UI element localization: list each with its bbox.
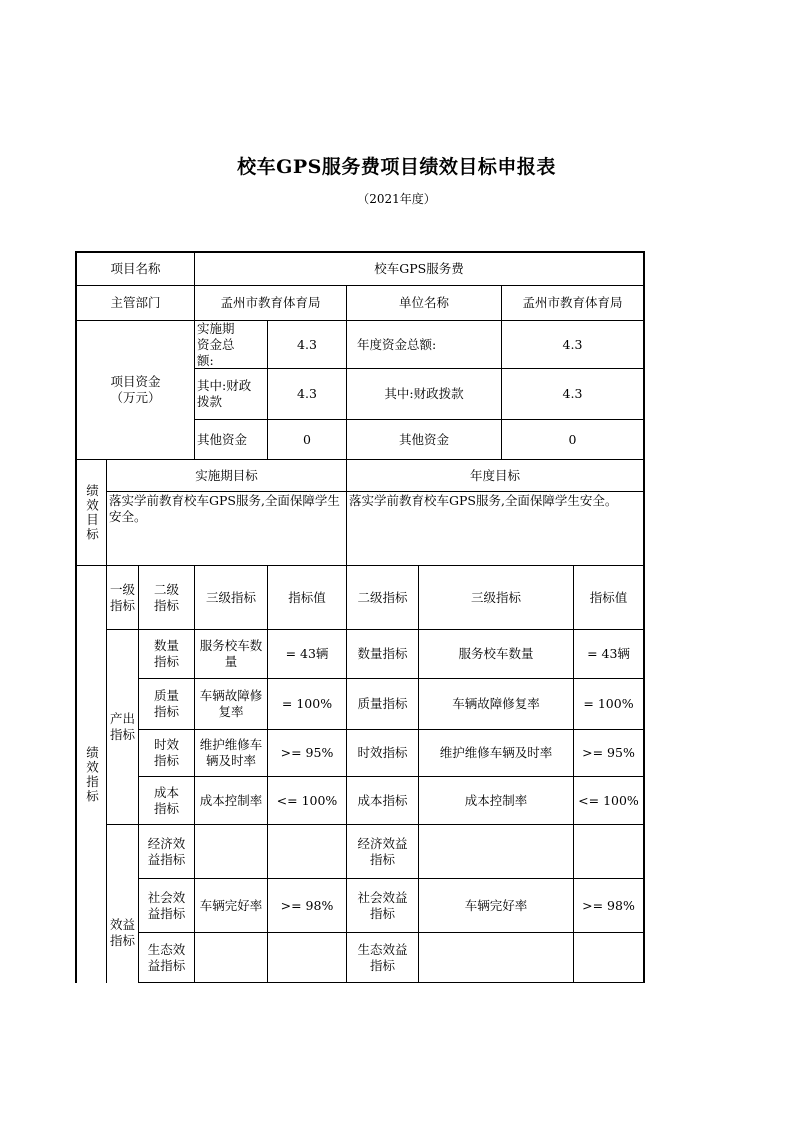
year-goal-header: 年度目标 [346, 459, 645, 492]
benefit-level3 [194, 824, 268, 879]
output-value: = 43辆 [267, 629, 347, 679]
benefit-value [267, 932, 347, 983]
year-benefit-level2: 生态效益指标 [346, 932, 419, 983]
year-value-header: 指标值 [573, 565, 645, 630]
year-finance-label: 其中:财政拨款 [346, 368, 502, 420]
output-level3: 成本控制率 [194, 776, 268, 825]
benefit-level2: 社会效益指标 [138, 878, 195, 933]
level2-header: 二级指标 [138, 565, 195, 630]
year-output-value: <= 100% [573, 776, 645, 825]
output-level2: 质量指标 [138, 678, 195, 730]
year-level2-header: 二级指标 [346, 565, 419, 630]
impl-goal-text: 落实学前教育校车GPS服务,全面保障学生安全。 [106, 491, 347, 566]
impl-finance-label: 其中:财政拨款 [194, 368, 268, 420]
unit-label: 单位名称 [346, 285, 502, 321]
year-benefit-level2: 经济效益指标 [346, 824, 419, 879]
year-output-level2: 成本指标 [346, 776, 419, 825]
benefit-level2: 经济效益指标 [138, 824, 195, 879]
benefit-value: >= 98% [267, 878, 347, 933]
year-output-value: = 100% [573, 678, 645, 730]
output-value: = 100% [267, 678, 347, 730]
year-benefit-level3 [418, 824, 574, 879]
benefit-level3 [194, 932, 268, 983]
goals-label: 绩效目标 [75, 459, 107, 566]
impl-other-label: 其他资金 [194, 419, 268, 460]
project-name-label: 项目名称 [75, 251, 195, 286]
funds-label: 项目资金 （万元） [75, 320, 195, 460]
impl-total-label: 实施期资金总额: [194, 320, 268, 369]
year-output-level2: 质量指标 [346, 678, 419, 730]
year-benefit-value: >= 98% [573, 878, 645, 933]
year-benefit-value [573, 932, 645, 983]
year-benefit-level2: 社会效益指标 [346, 878, 419, 933]
benefit-level2: 生态效益指标 [138, 932, 195, 983]
benefit-value [267, 824, 347, 879]
output-value: >= 95% [267, 729, 347, 777]
dept-value: 孟州市教育体育局 [194, 285, 347, 321]
form-title: 校车GPS服务费项目绩效目标申报表 [237, 156, 556, 178]
impl-goal-header: 实施期目标 [106, 459, 347, 492]
impl-other-value: 0 [267, 419, 347, 460]
year-output-level3: 服务校车数量 [418, 629, 574, 679]
year-benefit-value [573, 824, 645, 879]
year-total-label: 年度资金总额: [346, 320, 502, 369]
unit-value: 孟州市教育体育局 [501, 285, 645, 321]
output-indicators-label: 产出指标 [106, 629, 139, 825]
year-output-value: = 43辆 [573, 629, 645, 679]
benefit-level3: 车辆完好率 [194, 878, 268, 933]
year-level3-header: 三级指标 [418, 565, 574, 630]
year-goal-text: 落实学前教育校车GPS服务,全面保障学生安全。 [346, 491, 645, 566]
output-level3: 车辆故障修复率 [194, 678, 268, 730]
year-output-level3: 成本控制率 [418, 776, 574, 825]
impl-total-value: 4.3 [267, 320, 347, 369]
year-benefit-level3 [418, 932, 574, 983]
impl-finance-value: 4.3 [267, 368, 347, 420]
year-total-value: 4.3 [501, 320, 645, 369]
dept-label: 主管部门 [75, 285, 195, 321]
output-value: <= 100% [267, 776, 347, 825]
output-level3: 服务校车数量 [194, 629, 268, 679]
year-output-level3: 车辆故障修复率 [418, 678, 574, 730]
year-output-level2: 时效指标 [346, 729, 419, 777]
level3-header: 三级指标 [194, 565, 268, 630]
form-year: （2021年度） [357, 192, 436, 206]
benefit-indicators-label: 效益指标 [106, 824, 139, 983]
output-level2: 时效指标 [138, 729, 195, 777]
year-finance-value: 4.3 [501, 368, 645, 420]
value-header: 指标值 [267, 565, 347, 630]
level1-header: 一级指标 [106, 565, 139, 630]
year-output-level3: 维护维修车辆及时率 [418, 729, 574, 777]
year-output-level2: 数量指标 [346, 629, 419, 679]
year-other-value: 0 [501, 419, 645, 460]
output-level2: 数量指标 [138, 629, 195, 679]
year-other-label: 其他资金 [346, 419, 502, 460]
output-level2: 成本指标 [138, 776, 195, 825]
project-name-value: 校车GPS服务费 [194, 251, 645, 286]
output-level3: 维护维修车辆及时率 [194, 729, 268, 777]
year-benefit-level3: 车辆完好率 [418, 878, 574, 933]
indicators-label: 绩效指标 [75, 565, 107, 983]
year-output-value: >= 95% [573, 729, 645, 777]
